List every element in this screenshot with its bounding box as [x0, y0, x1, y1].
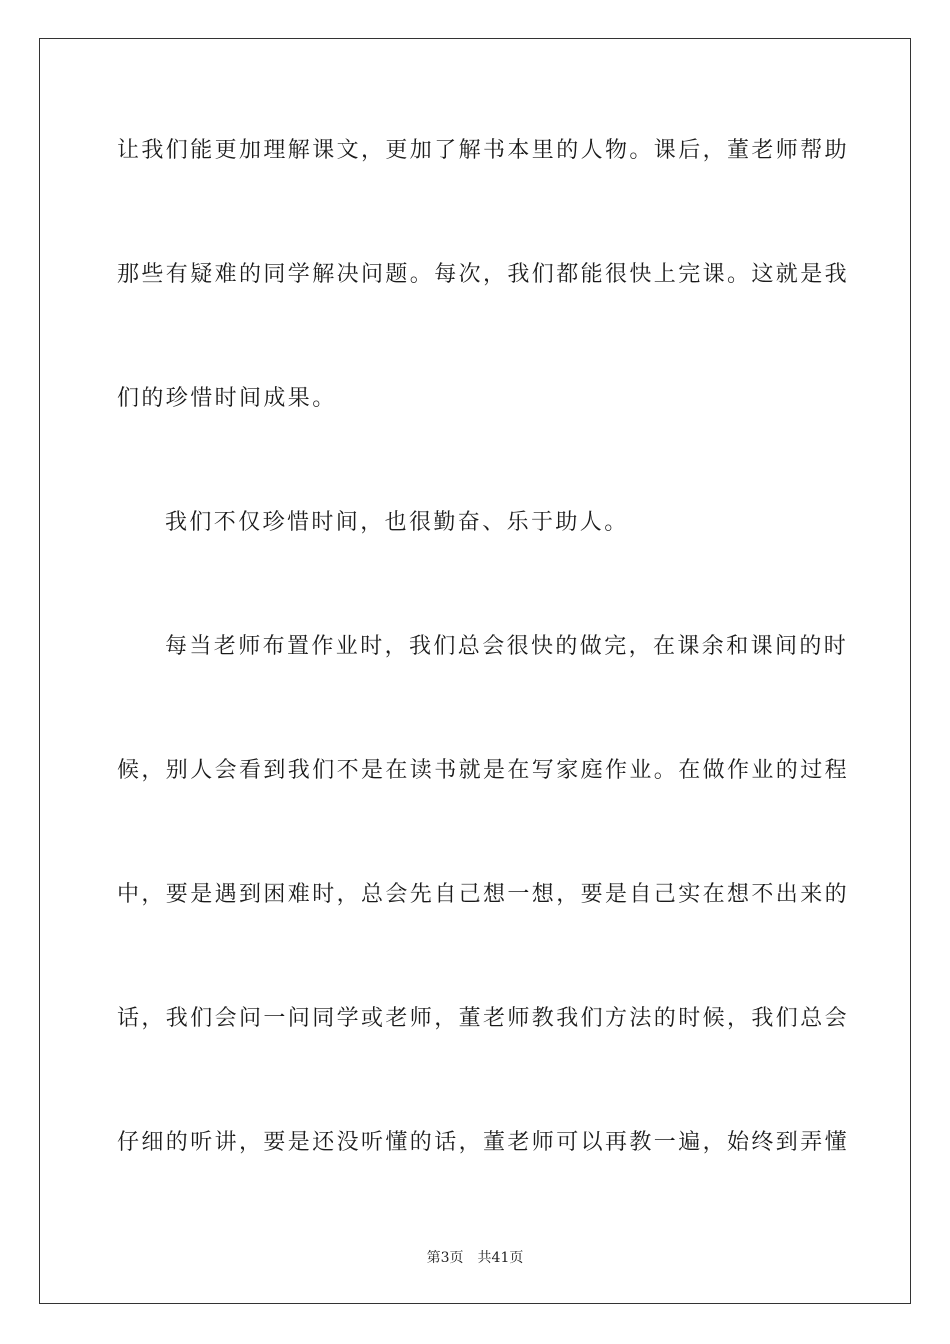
text-line-4: 我们不仅珍惜时间，也很勤奋、乐于助人。 — [165, 510, 629, 535]
text-line-7: 中，要是遇到困难时，总会先自己想一想，要是自己实在想不出来的 — [117, 882, 850, 907]
text-line-5: 每当老师布置作业时，我们总会很快的做完，在课余和课间的时 — [165, 634, 849, 659]
text-line-6: 候，别人会看到我们不是在读书就是在写家庭作业。在做作业的过程 — [117, 758, 850, 783]
text-line-2: 那些有疑难的同学解决问题。每次，我们都能很快上完课。这就是我 — [117, 262, 850, 287]
text-line-1: 让我们能更加理解课文，更加了解书本里的人物。课后，董老师帮助 — [117, 138, 850, 163]
page-total: 共41页 — [477, 1250, 524, 1266]
text-line-9: 仔细的听讲，要是还没听懂的话，董老师可以再教一遍，始终到弄懂 — [117, 1130, 850, 1155]
page-number: 第3页 — [426, 1250, 464, 1266]
page-footer — [0, 1248, 950, 1268]
page-frame — [39, 38, 911, 1304]
text-line-8: 话，我们会问一问同学或老师，董老师教我们方法的时候，我们总会 — [117, 1006, 850, 1031]
text-line-3: 们的珍惜时间成果。 — [117, 386, 337, 411]
